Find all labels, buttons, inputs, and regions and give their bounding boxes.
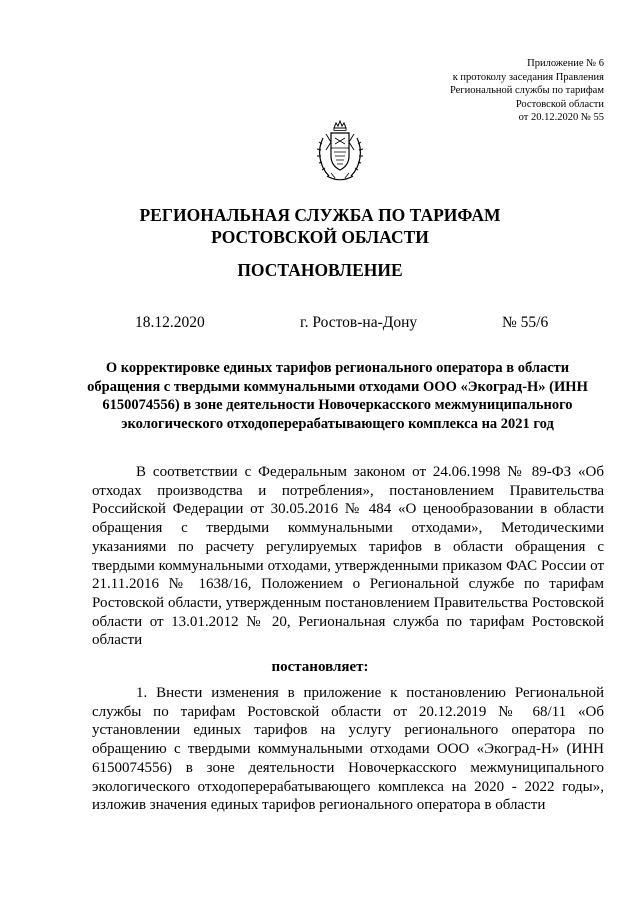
appendix-line: к протоколу заседания Правления xyxy=(452,71,604,83)
document-meta xyxy=(0,312,640,334)
document-type: ПОСТАНОВЛЕНИЕ xyxy=(237,260,403,280)
organization-title xyxy=(0,204,640,248)
item-1-paragraph: 1. Внести изменения в приложение к постановлению Региональной службы по тарифам Ростовской области от 20.12.2019 № 68/11 «Об установлении единых тарифов на услугу регионального оператора по обращению с твердыми коммунальными отходами ООО «Экоград-Н» (ИНН 6150074556) в зоне деятельности Новочеркасского межмуниципального экологического отходоперерабатывающего комплекса на 2020 - 2022 годы», изложив значения единых тарифов регионального оператора в области xyxy=(92,685,604,814)
document-subject: О корректировке единых тарифов регионального оператора в области обращения с твердыми коммунальными отходами ООО «Экоград-Н» (ИНН 6150074556) в зоне деятельности Новочеркасского межмуниципального экологического отходоперерабатывающего комплекса на 2021 год xyxy=(87,360,588,432)
coat-of-arms-icon xyxy=(313,120,367,182)
document-number: № 55/6 xyxy=(502,314,549,331)
preamble-paragraph: В соответствии с Федеральным законом от 24.06.1998 № 89-ФЗ «Об отходах производства и потребления», постановлением Правительства Российской Федерации от 30.05.2016 № 484 «О ценообразовании в области обращения с твердыми коммунальными отходами», Методическими указаниями по расчету регулируемых тарифов в области обращения с твердыми коммунальными отходами, утвержденными приказом ФАС России от 21.11.2016 № 1638/16, Положением о Региональной службе по тарифам Ростовской области, утвержденным постановлением Правительства Ростовской области от 13.01.2012 № 20, Региональная служба по тарифам Ростовской области xyxy=(92,464,604,649)
appendix-line: Приложение № 6 xyxy=(527,58,604,69)
document-date: 18.12.2020 xyxy=(135,314,205,331)
appendix-line: Ростовской области xyxy=(515,98,604,110)
org-title-line: РЕГИОНАЛЬНАЯ СЛУЖБА ПО ТАРИФАМ xyxy=(139,205,501,225)
document-city: г. Ростов-на-Дону xyxy=(300,314,418,331)
resolves-heading: постановляет: xyxy=(271,659,369,675)
appendix-line: от 20.12.2020 № 55 xyxy=(518,112,604,123)
appendix-line: Региональной службы по тарифам xyxy=(449,85,604,96)
org-title-line: РОСТОВСКОЙ ОБЛАСТИ xyxy=(211,227,429,247)
appendix-note xyxy=(450,57,604,125)
